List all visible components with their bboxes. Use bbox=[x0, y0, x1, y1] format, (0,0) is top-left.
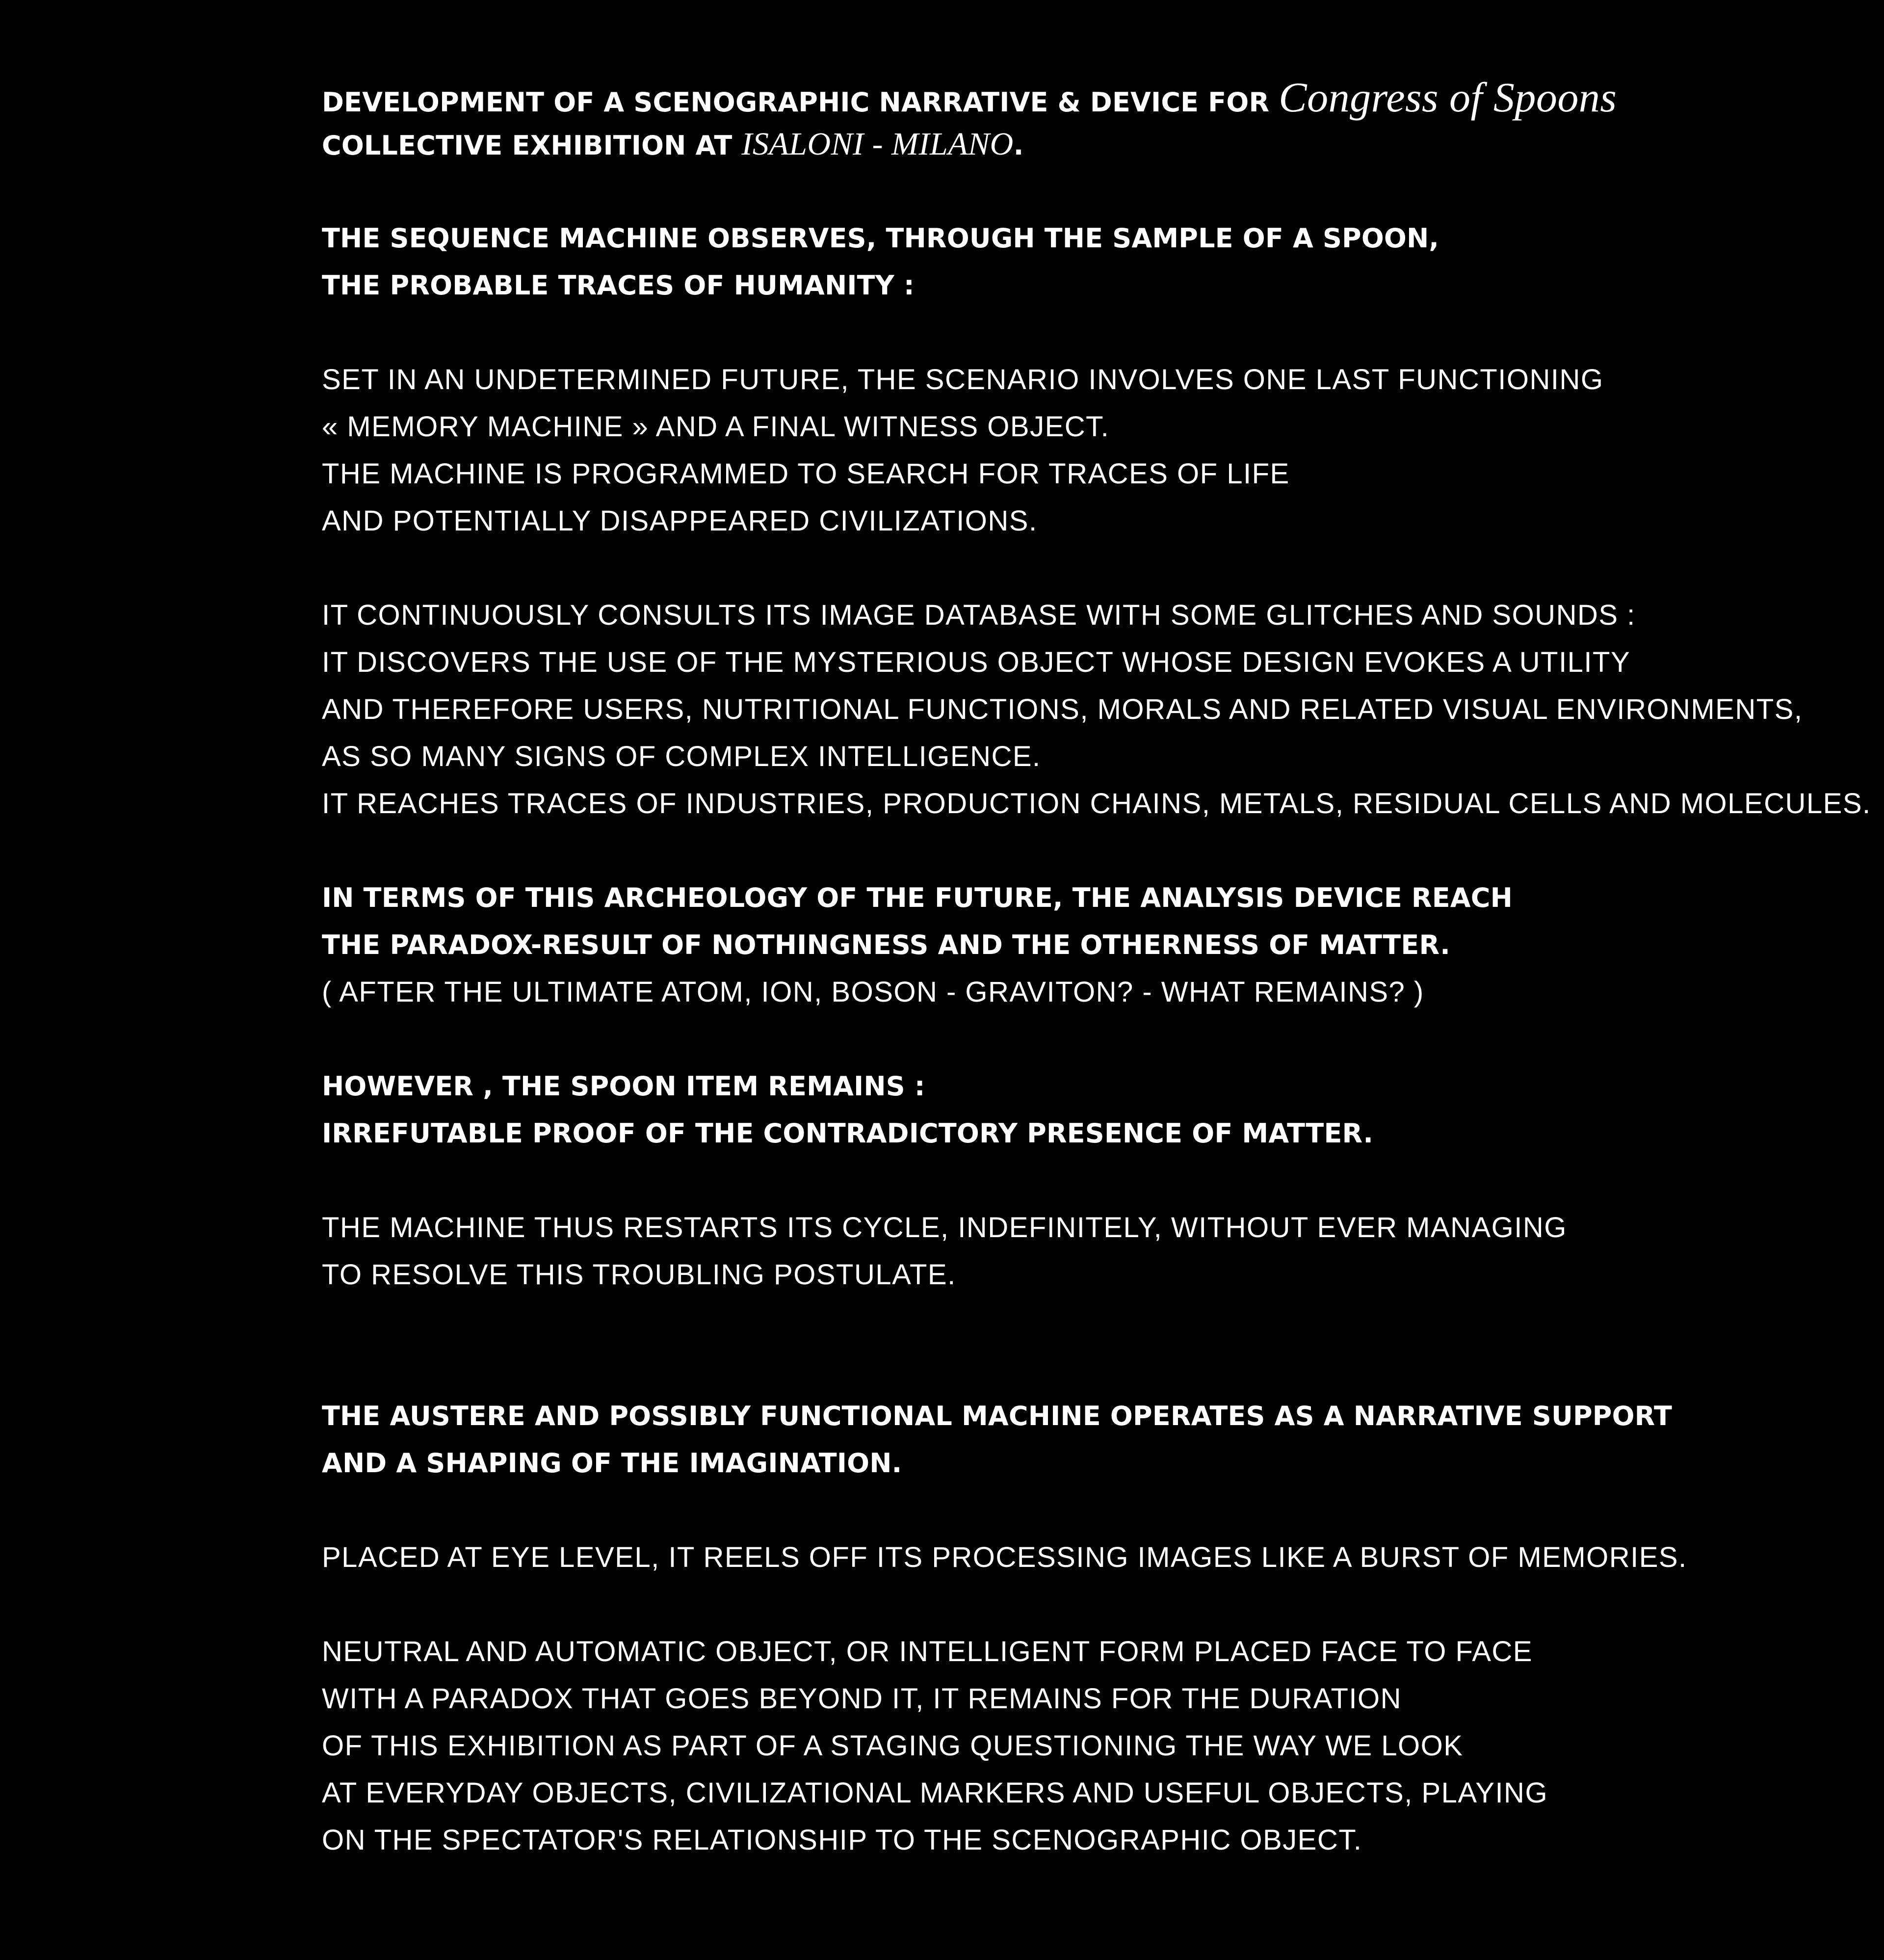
closing-line: OF THIS EXHIBITION AS PART OF A STAGING QUESTIONING THE WAY WE LOOK bbox=[322, 1730, 1464, 1762]
spacer bbox=[322, 309, 1843, 356]
intro-line: THE SEQUENCE MACHINE OBSERVES, THROUGH THE SAMPLE OF A SPOON, bbox=[322, 223, 1439, 254]
spacer bbox=[322, 1487, 1843, 1534]
database-line: IT DISCOVERS THE USE OF THE MYSTERIOUS OBJECT WHOSE DESIGN EVOKES A UTILITY bbox=[322, 646, 1631, 678]
spacer bbox=[322, 1581, 1843, 1628]
spacer bbox=[322, 827, 1843, 874]
header-line-2 bbox=[322, 121, 1843, 168]
project-title: Congress of Spoons bbox=[1279, 74, 1617, 121]
archeology-line: THE PARADOX-RESULT OF NOTHINGNESS AND THE OTHERNESS OF MATTER. bbox=[322, 929, 1451, 960]
database-line: IT REACHES TRACES OF INDUSTRIES, PRODUCTION CHAINS, METALS, RESIDUAL CELLS AND MOLECULES. bbox=[322, 788, 1871, 820]
spacer bbox=[322, 1157, 1843, 1204]
archeology-aside: ( AFTER THE ULTIMATE ATOM, ION, BOSON - GRAVITON? - WHAT REMAINS? ) bbox=[322, 976, 1424, 1008]
scenario-line: THE MACHINE IS PROGRAMMED TO SEARCH FOR TRACES OF LIFE bbox=[322, 458, 1290, 490]
spoon-line: HOWEVER , THE SPOON ITEM REMAINS : bbox=[322, 1071, 925, 1102]
cycle-line: TO RESOLVE THIS TROUBLING POSTULATE. bbox=[322, 1259, 956, 1291]
spacer bbox=[322, 1016, 1843, 1063]
header-prefix-2: COLLECTIVE EXHIBITION AT bbox=[322, 130, 742, 161]
eye-level-line: PLACED AT EYE LEVEL, IT REELS OFF ITS PROCESSING IMAGES LIKE A BURST OF MEMORIES. bbox=[322, 1541, 1687, 1573]
database-line: AS SO MANY SIGNS OF COMPLEX INTELLIGENCE. bbox=[322, 741, 1041, 772]
scenario-line: « MEMORY MACHINE » AND A FINAL WITNESS OBJECT. bbox=[322, 411, 1110, 443]
scenario-line: AND POTENTIALLY DISAPPEARED CIVILIZATIONS. bbox=[322, 505, 1038, 537]
closing-line: AT EVERYDAY OBJECTS, CIVILIZATIONAL MARKERS AND USEFUL OBJECTS, PLAYING bbox=[322, 1777, 1548, 1809]
spacer bbox=[322, 545, 1843, 592]
scenario-line: SET IN AN UNDETERMINED FUTURE, THE SCENARIO INVOLVES ONE LAST FUNCTIONING bbox=[322, 364, 1604, 396]
exhibition-venue: ISALONI - MILANO bbox=[741, 126, 1014, 162]
document-body bbox=[322, 74, 1871, 1864]
spoon-line: IRREFUTABLE PROOF OF THE CONTRADICTORY PRESENCE OF MATTER. bbox=[322, 1118, 1374, 1149]
intro-line: THE PROBABLE TRACES OF HUMANITY : bbox=[322, 270, 915, 301]
closing-line: WITH A PARADOX THAT GOES BEYOND IT, IT REMAINS FOR THE DURATION bbox=[322, 1683, 1402, 1715]
spacer-large bbox=[322, 1298, 1843, 1393]
support-line: AND A SHAPING OF THE IMAGINATION. bbox=[322, 1448, 902, 1479]
header-prefix-1: DEVELOPMENT OF A SCENOGRAPHIC NARRATIVE & DEVICE FOR bbox=[322, 87, 1279, 118]
spacer bbox=[322, 168, 1843, 215]
closing-line: ON THE SPECTATOR'S RELATIONSHIP TO THE SCENOGRAPHIC OBJECT. bbox=[322, 1824, 1362, 1856]
cycle-line: THE MACHINE THUS RESTARTS ITS CYCLE, INDEFINITELY, WITHOUT EVER MANAGING bbox=[322, 1212, 1567, 1244]
database-line: IT CONTINUOUSLY CONSULTS ITS IMAGE DATABASE WITH SOME GLITCHES AND SOUNDS : bbox=[322, 599, 1636, 631]
header-suffix-2: . bbox=[1013, 130, 1024, 161]
support-line: THE AUSTERE AND POSSIBLY FUNCTIONAL MACHINE OPERATES AS A NARRATIVE SUPPORT bbox=[322, 1401, 1673, 1431]
archeology-line: IN TERMS OF THIS ARCHEOLOGY OF THE FUTURE, THE ANALYSIS DEVICE REACH bbox=[322, 882, 1513, 913]
header-line-1 bbox=[322, 74, 1843, 121]
database-line: AND THEREFORE USERS, NUTRITIONAL FUNCTIONS, MORALS AND RELATED VISUAL ENVIRONMENTS, bbox=[322, 693, 1803, 725]
closing-line: NEUTRAL AND AUTOMATIC OBJECT, OR INTELLIGENT FORM PLACED FACE TO FACE bbox=[322, 1636, 1533, 1668]
